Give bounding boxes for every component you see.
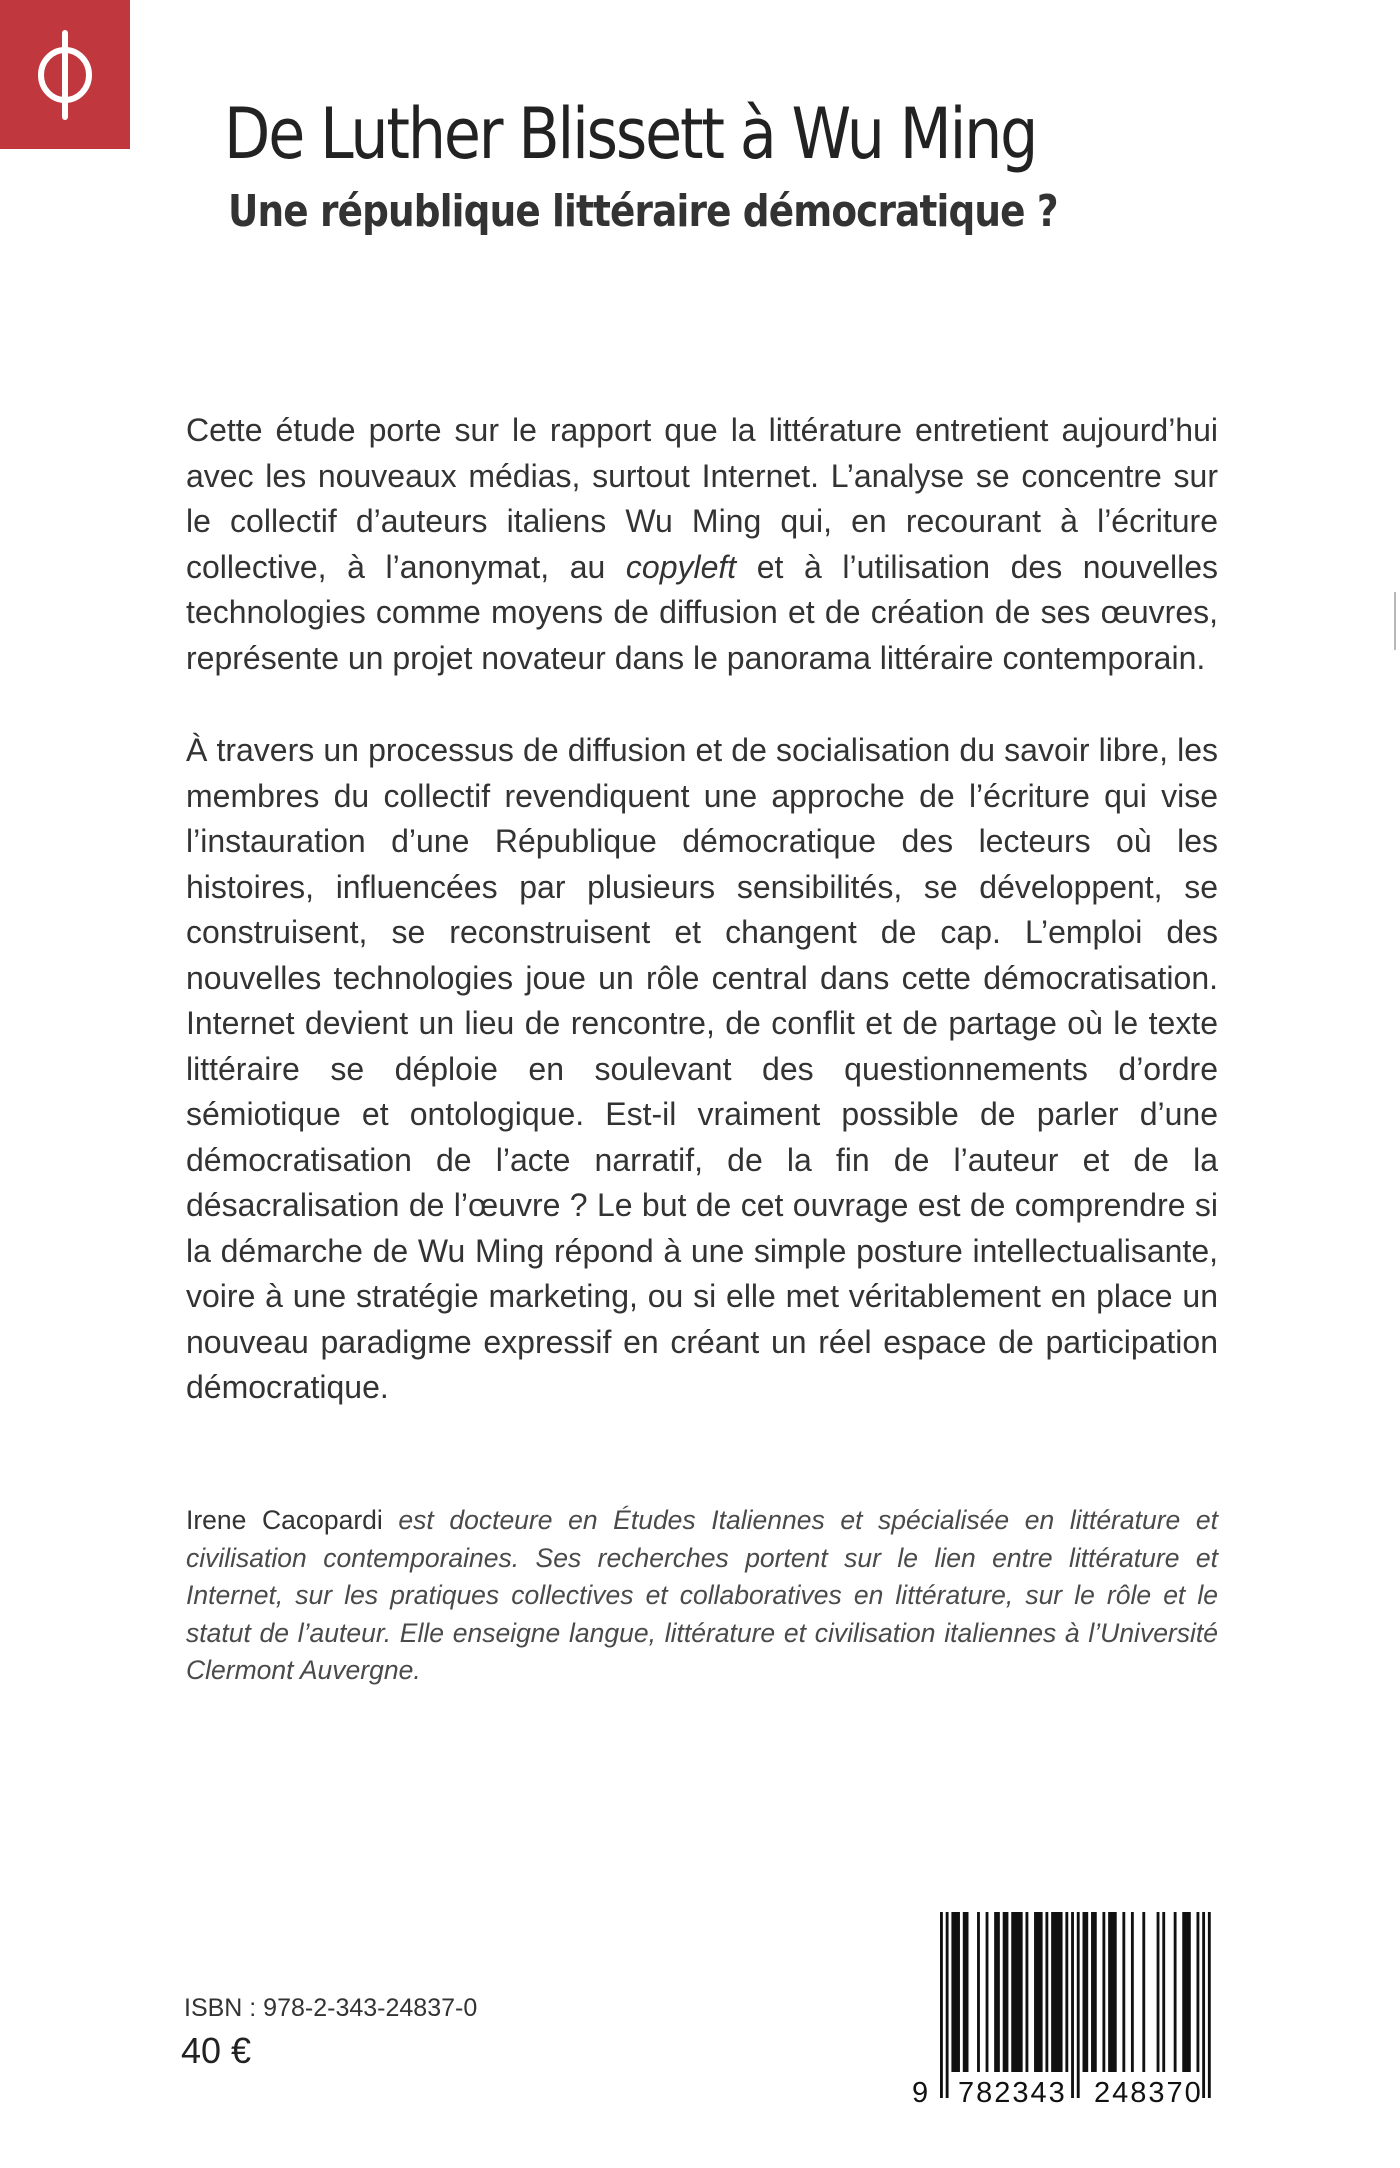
summary-paragraph-1-text-start: Cette étude porte sur le rapport que la littérature entretient aujourd’hui avec les nouveaux médias, surtout Internet. L’analyse se concentre sur le collectif d’auteurs italiens Wu Ming qui, en recourant à l’écriture collective, à l’anonymat, au (186, 412, 1218, 585)
isbn-barcode (912, 1910, 1230, 2120)
author-name: Irene Cacopardi (186, 1505, 383, 1535)
book-subtitle: Une république littéraire démocratique ? (228, 186, 1058, 237)
summary-paragraph-2: À travers un processus de diffusion et de socialisation du savoir libre, les membres du collectif revendiquent une approche de l’écriture qui vise l’instauration d’une République démocratique des lecteurs où les histoires, influencées par plusieurs sensibilités, se développent, se construisent, se reconstruisent et changent de cap. L’emploi des nouvelles technologies joue un rôle central dans cette démocratisation. Internet devient un lieu de rencontre, de conflit et de partage où le texte littéraire se déploie en soulevant des questionnements d’ordre sémiotique et ontologique. Est-il vraiment possible de parler d’une démocratisation de l’acte narratif, de la fin de l’auteur et de la désacralisation de l’œuvre ? Le but de cet ouvrage est de comprendre si la démarche de Wu Ming répond à une simple posture intellectualisante, voire à une stratégie marketing, ou si elle met véritablement en place un nouveau paradigme expressif en créant un réel espace de participation démocratique. (186, 732, 1218, 1405)
barcode-left-group: 782343 (958, 2077, 1067, 2109)
edge-mark (1394, 592, 1396, 650)
author-bio-text: est docteure en Études Italiennes et spécialisée en littérature et civilisation contemporaines. Ses recherches portent sur le lien entre littérature et Internet, sur les pratiques collectives et collaboratives en littérature, sur le rôle et le statut de l’auteur. Elle enseigne langue, littérature et civilisation italiennes à l’Université Clermont Auvergne. (186, 1505, 1218, 1685)
barcode-right-group: 248370 (1094, 2077, 1203, 2109)
book-title: De Luther Blissett à Wu Ming (224, 93, 1037, 175)
publisher-logo (0, 0, 130, 149)
barcode-first-digit: 9 (912, 2077, 931, 2109)
author-bio (186, 1502, 1218, 1690)
price: 40 € (181, 2030, 252, 2071)
summary-paragraph-1-text-end: et à l’utilisation des nouvelles technologies comme moyens de diffusion et de création de ses œuvres, représente un projet novateur dans le panorama littéraire contemporain. (186, 548, 1219, 676)
phi-logo-icon (30, 27, 100, 123)
barcode-digits (912, 1910, 1230, 2120)
summary-paragraph-1 (186, 408, 1218, 681)
copyleft-term: copyleft (625, 548, 737, 585)
isbn: ISBN : 978-2-343-24837-0 (184, 1994, 478, 2022)
